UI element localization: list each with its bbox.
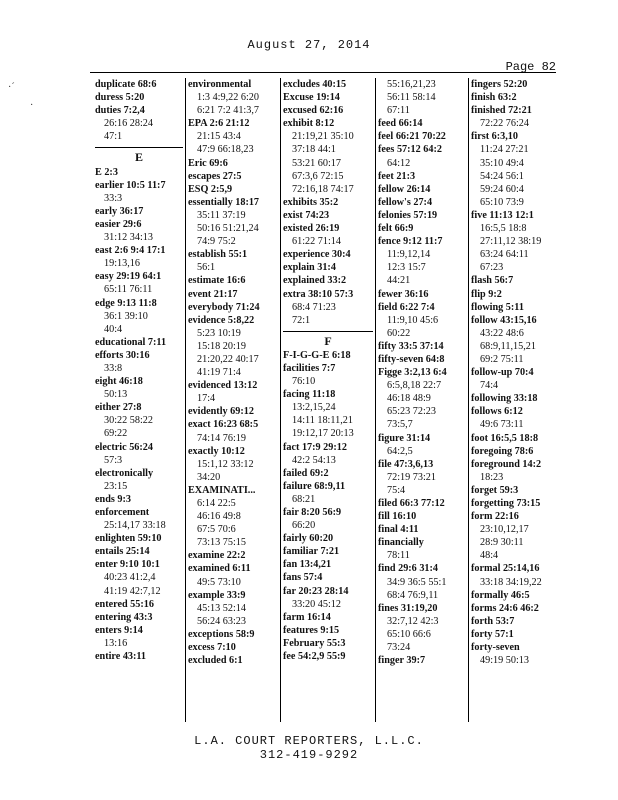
index-entry: eight 46:18 (95, 376, 143, 388)
index-entry-continuation: 61:22 71:14 (292, 236, 341, 248)
index-entry-continuation: 41:19 71:4 (197, 367, 241, 379)
index-entry-continuation: 1:3 4:9,22 6:20 (197, 92, 259, 104)
index-entry: easy 29:19 64:1 (95, 271, 162, 283)
index-entry: flip 9:2 (471, 288, 502, 300)
index-entry: felt 66:9 (378, 223, 414, 235)
index-column-5 (471, 78, 555, 722)
index-entry: fairly 60:20 (283, 533, 334, 545)
index-entry: fan 13:4,21 (283, 559, 332, 571)
index-entry: ends 9:3 (95, 493, 131, 505)
index-entry: features 9:15 (283, 624, 340, 636)
index-entry: felonies 57:19 (378, 209, 438, 221)
index-entry-continuation: 49:6 73:11 (480, 419, 524, 431)
page-number: Page 82 (505, 60, 556, 74)
index-entry-continuation: 5:23 10:19 (197, 327, 241, 339)
index-entry-continuation: 72:16,18 74:17 (292, 183, 354, 195)
index-entry: fence 9:12 11:7 (378, 236, 443, 248)
footer-phone: 312-419-9292 (259, 748, 359, 762)
index-entry-continuation: 47:1 (104, 131, 123, 143)
index-entry: final 4:11 (378, 524, 419, 536)
header-rule (90, 72, 556, 73)
index-entry-continuation: 46:16 49:8 (197, 511, 241, 523)
index-entry: EXAMINATI... (188, 484, 256, 496)
index-entry-continuation: 23:10,12,17 (480, 524, 529, 536)
index-entry-continuation: 33:8 (104, 362, 123, 374)
index-entry: duties 7:2,4 (95, 105, 145, 117)
index-entry-continuation: 18:23 (480, 471, 504, 483)
index-entry: fans 57:4 (283, 572, 323, 584)
index-entry-continuation: 40:23 41:2,4 (104, 572, 156, 584)
index-entry: exist 74:23 (283, 209, 330, 221)
index-entry-continuation: 35:11 37:19 (197, 209, 246, 221)
index-entry-continuation: 76:10 (292, 376, 316, 388)
index-entry-continuation: 34:9 36:5 55:1 (387, 576, 447, 588)
index-entry-continuation: 21:19,21 35:10 (292, 131, 354, 143)
index-entry-continuation: 21:15 43:4 (197, 131, 241, 143)
index-entry: follows 6:12 (471, 406, 523, 418)
index-entry-continuation: 56:11 58:14 (387, 92, 436, 104)
index-entry-continuation: 67:5 70:6 (197, 524, 236, 536)
index-entry: example 33:9 (188, 589, 246, 601)
index-entry-continuation: 15:1,12 33:12 (197, 458, 254, 470)
index-entry: entire 43:11 (95, 651, 147, 663)
index-entry-continuation: 69:22 (104, 428, 128, 440)
index-entry: field 6:22 7:4 (378, 301, 435, 313)
index-entry: fees 57:12 64:2 (378, 144, 442, 156)
index-entry-continuation: 74:9 75:2 (197, 236, 236, 248)
index-entry: finish 63:2 (471, 92, 517, 104)
index-entry-continuation: 63:24 64:11 (480, 249, 529, 261)
index-entry: enter 9:10 10:1 (95, 559, 160, 571)
index-entry: fill 16:10 (378, 511, 417, 523)
index-entry: follow 43:15,16 (471, 314, 537, 326)
index-entry-continuation: 19:12,17 20:13 (292, 428, 354, 440)
index-entry: evidence 5:8,22 (188, 314, 255, 326)
index-entry: explained 33:2 (283, 275, 347, 287)
index-entry: establish 55:1 (188, 249, 248, 261)
index-entry: feed 66:14 (378, 118, 423, 130)
index-entry-continuation: 35:10 49:4 (480, 157, 524, 169)
index-entry-continuation: 32:7,12 42:3 (387, 615, 439, 627)
index-entry-continuation: 78:11 (387, 550, 410, 562)
index-entry: feet 21:3 (378, 170, 416, 182)
index-entry: finished 72:21 (471, 105, 532, 117)
index-entry: Eric 69:6 (188, 157, 228, 169)
index-entry-continuation: 41:19 42:7,12 (104, 585, 161, 597)
index-entry-continuation: 45:13 52:14 (197, 602, 246, 614)
index-entry: efforts 30:16 (95, 349, 150, 361)
index-entry: evidently 69:12 (188, 406, 254, 418)
index-entry-continuation: 72:19 73:21 (387, 471, 436, 483)
index-entry-continuation: 25:14,17 33:18 (104, 520, 166, 532)
index-entry-continuation: 37:18 44:1 (292, 144, 336, 156)
index-entry: essentially 18:17 (188, 196, 260, 208)
index-entry: east 2:6 9:4 17:1 (95, 245, 166, 257)
index-entry-continuation: 16:5,5 18:8 (480, 223, 527, 235)
index-entry-continuation: 19:13,16 (104, 258, 140, 270)
index-entry: enters 9:14 (95, 624, 143, 636)
index-entry: educational 7:11 (95, 336, 167, 348)
index-entry: facilities 7:7 (283, 362, 336, 374)
index-entry-continuation: 67:3,6 72:15 (292, 170, 344, 182)
index-entry-continuation: 11:24 27:21 (480, 144, 529, 156)
index-entry: exactly 10:12 (188, 445, 245, 457)
index-entry: explain 31:4 (283, 262, 336, 274)
index-entry-continuation: 47:9 66:18,23 (197, 144, 254, 156)
index-entry-continuation: 68:4 76:9,11 (387, 589, 439, 601)
column-divider (375, 78, 376, 722)
index-entry: exact 16:23 68:5 (188, 419, 259, 431)
index-entry: farm 16:14 (283, 611, 331, 623)
index-entry: flash 56:7 (471, 275, 514, 287)
index-entry: fair 8:20 56:9 (283, 507, 342, 518)
index-entry: forth 53:7 (471, 615, 515, 627)
index-entry: failed 69:2 (283, 467, 329, 479)
index-entry: February 55:3 (283, 637, 346, 649)
column-divider (468, 78, 469, 722)
index-entry: F-I-G-G-E 6:18 (283, 349, 351, 361)
index-column-3 (283, 78, 373, 722)
column-divider (185, 78, 186, 722)
index-entry-continuation: 26:16 28:24 (104, 118, 153, 130)
index-entry: E 2:3 (95, 166, 118, 178)
index-entry: fewer 36:16 (378, 288, 429, 300)
index-entry: familiar 7:21 (283, 546, 340, 558)
index-entry: excludes 40:15 (283, 79, 347, 90)
index-entry: far 20:23 28:14 (283, 585, 349, 597)
index-entry: exhibit 8:12 (283, 118, 335, 130)
index-entry: ESQ 2:5,9 (188, 183, 233, 195)
index-entry-continuation: 73:13 75:15 (197, 537, 246, 549)
index-entry: finger 39:7 (378, 655, 426, 667)
index-entry: find 29:6 31:4 (378, 563, 438, 575)
index-entry-continuation: 46:18 48:9 (387, 393, 431, 405)
index-entry-continuation: 6:21 7:2 41:3,7 (197, 105, 259, 117)
scan-speck: ·´ (8, 82, 15, 93)
index-entry-continuation: 11:9,12,14 (387, 249, 431, 261)
index-entry-continuation: 33:3 (104, 192, 123, 204)
index-entry: fifty-seven 64:8 (378, 353, 445, 365)
index-entry: fifty 33:5 37:14 (378, 340, 444, 352)
index-entry: fellow's 27:4 (378, 196, 433, 208)
index-entry: existed 26:19 (283, 223, 340, 235)
index-entry-continuation: 75:4 (387, 484, 406, 496)
index-entry: either 27:8 (95, 402, 142, 414)
index-column-4 (378, 78, 466, 722)
index-entry-continuation: 73:24 (387, 642, 411, 654)
index-entry: forget 59:3 (471, 484, 519, 496)
index-entry-continuation: 56:24 63:23 (197, 615, 246, 627)
index-entry: foot 16:5,5 18:8 (471, 432, 539, 444)
index-entry-continuation: 67:23 (480, 262, 504, 274)
index-entry-continuation: 23:15 (104, 480, 128, 492)
index-columns (90, 78, 556, 722)
index-entry: financially (378, 537, 424, 549)
index-entry-continuation: 65:10 66:6 (387, 628, 431, 640)
index-entry: excluded 6:1 (188, 655, 243, 667)
index-entry: evidenced 13:12 (188, 380, 258, 392)
index-entry-continuation: 66:20 (292, 520, 316, 532)
index-entry: foregoing 78:6 (471, 445, 534, 457)
index-entry-continuation: 33:18 34:19,22 (480, 576, 542, 588)
index-entry: everybody 71:24 (188, 301, 260, 313)
index-entry-continuation: 54:24 56:1 (480, 170, 524, 182)
index-entry-continuation: 55:16,21,23 (387, 79, 436, 90)
index-entry-continuation: 64:12 (387, 157, 411, 169)
index-entry: extra 38:10 57:3 (283, 288, 354, 300)
index-column-2 (188, 78, 278, 722)
index-entry-continuation: 73:5,7 (387, 419, 413, 431)
index-entry: event 21:17 (188, 288, 238, 300)
index-entry: early 36:17 (95, 205, 144, 217)
index-entry-continuation: 13:16 (104, 637, 128, 649)
index-entry: escapes 27:5 (188, 170, 242, 182)
index-entry-continuation: 56:1 (197, 262, 216, 274)
index-entry-continuation: 65:11 76:11 (104, 284, 153, 296)
index-entry: estimate 16:6 (188, 275, 246, 287)
scan-speck: · (30, 100, 34, 111)
index-column-1 (95, 78, 183, 722)
index-entry-continuation: 42:2 54:13 (292, 454, 336, 466)
index-entry: fines 31:19,20 (378, 602, 438, 614)
index-entry-continuation: 67:11 (387, 105, 410, 117)
index-entry-continuation: 64:2,5 (387, 445, 413, 457)
index-entry: file 47:3,6,13 (378, 458, 434, 470)
index-entry: experience 30:4 (283, 249, 351, 261)
index-entry: first 6:3,10 (471, 131, 518, 143)
index-entry: examine 22:2 (188, 550, 246, 562)
index-entry: easier 29:6 (95, 218, 142, 230)
index-entry: Excuse 19:14 (283, 92, 340, 104)
index-entry-continuation: 40:4 (104, 323, 123, 335)
index-entry: excused 62:16 (283, 105, 344, 117)
index-entry-continuation: 57:3 (104, 454, 123, 466)
index-entry-continuation: 36:1 39:10 (104, 310, 148, 322)
index-entry-continuation: 14:11 18:11,21 (292, 415, 353, 427)
index-entry: forty 57:1 (471, 628, 514, 640)
index-entry: enforcement (95, 507, 150, 518)
index-entry: facing 11:18 (283, 389, 336, 401)
index-entry-continuation: 74:4 (480, 380, 499, 392)
index-entry: edge 9:13 11:8 (95, 297, 157, 309)
index-entry-continuation: 6:14 22:5 (197, 498, 236, 509)
index-entry: enlighten 59:10 (95, 533, 162, 545)
index-entry-continuation: 49:19 50:13 (480, 655, 529, 667)
index-entry-continuation: 43:22 48:6 (480, 327, 524, 339)
index-entry-continuation: 72:22 76:24 (480, 118, 529, 130)
index-entry: examined 6:11 (188, 563, 251, 575)
index-entry: form 22:16 (471, 511, 519, 523)
index-entry-continuation: 65:23 72:23 (387, 406, 436, 418)
index-entry-continuation: 74:14 76:19 (197, 432, 246, 444)
index-entry: EPA 2:6 21:12 (188, 118, 250, 130)
transcript-date: August 27, 2014 (247, 38, 371, 52)
index-entry-continuation: 69:2 75:11 (480, 353, 524, 365)
index-entry-continuation: 44:21 (387, 275, 411, 287)
index-entry: duress 5:20 (95, 92, 145, 104)
index-entry-continuation: 33:20 45:12 (292, 598, 341, 610)
index-entry: excess 7:10 (188, 642, 236, 654)
index-entry: entering 43:3 (95, 611, 153, 623)
column-divider (280, 78, 281, 722)
footer-company: L.A. COURT REPORTERS, L.L.C. (194, 734, 424, 748)
index-entry-continuation: 68:21 (292, 493, 316, 505)
index-entry-continuation: 68:9,11,15,21 (480, 340, 536, 352)
index-entry-continuation: 17:4 (197, 393, 216, 405)
index-entry: electric 56:24 (95, 441, 153, 453)
index-entry-continuation: 50:13 (104, 389, 128, 401)
index-entry: flowing 5:11 (471, 301, 524, 313)
index-entry-continuation: 15:18 20:19 (197, 340, 246, 352)
index-entry: five 11:13 12:1 (471, 209, 534, 221)
index-entry-continuation: 28:9 30:11 (480, 537, 524, 549)
index-entry-continuation: 48:4 (480, 550, 499, 562)
index-entry: fellow 26:14 (378, 183, 431, 195)
index-entry: forty-seven (471, 642, 520, 654)
index-entry: formal 25:14,16 (471, 563, 540, 575)
index-entry-continuation: 65:10 73:9 (480, 196, 524, 208)
index-entry: feel 66:21 70:22 (378, 131, 446, 143)
index-entry: exceptions 58:9 (188, 628, 255, 640)
index-entry: fee 54:2,9 55:9 (283, 651, 346, 663)
index-entry: electronically (95, 467, 154, 479)
index-entry: following 33:18 (471, 393, 538, 405)
index-entry: follow-up 70:4 (471, 367, 534, 379)
index-entry-continuation: 27:11,12 38:19 (480, 236, 542, 248)
index-entry: failure 68:9,11 (283, 480, 346, 492)
index-entry-continuation: 68:4 71:23 (292, 301, 336, 313)
index-entry-continuation: 21:20,22 40:17 (197, 353, 259, 365)
index-entry-continuation: 49:5 73:10 (197, 576, 241, 588)
index-entry: duplicate 68:6 (95, 79, 157, 90)
index-entry: Figge 3:2,13 6:4 (378, 367, 447, 379)
index-entry-continuation: 13:2,15,24 (292, 402, 336, 414)
index-entry: filed 66:3 77:12 (378, 498, 445, 509)
index-entry: earlier 10:5 11:7 (95, 179, 166, 191)
index-entry-continuation: 31:12 34:13 (104, 232, 153, 244)
index-entry-continuation: 72:1 (292, 314, 311, 326)
index-entry: entered 55:16 (95, 598, 154, 610)
index-entry: entails 25:14 (95, 546, 150, 558)
index-entry-continuation: 6:5,8,18 22:7 (387, 380, 442, 392)
index-entry: exhibits 35:2 (283, 196, 339, 208)
index-entry: environmental (188, 79, 252, 90)
section-letter-heading: F (283, 331, 373, 348)
index-entry-continuation: 50:16 51:21,24 (197, 223, 259, 235)
index-entry: formally 46:5 (471, 589, 530, 601)
index-entry: forms 24:6 46:2 (471, 602, 539, 614)
index-entry-continuation: 34:20 (197, 471, 221, 483)
section-letter-heading: E (95, 147, 183, 164)
index-entry-continuation: 60:22 (387, 327, 411, 339)
index-entry-continuation: 59:24 60:4 (480, 183, 524, 195)
index-entry-continuation: 11:9,10 45:6 (387, 314, 439, 326)
index-entry: fingers 52:20 (471, 79, 528, 90)
index-entry-continuation: 53:21 60:17 (292, 157, 341, 169)
index-entry: forgetting 73:15 (471, 498, 541, 509)
index-entry: foreground 14:2 (471, 458, 542, 470)
index-entry-continuation: 30:22 58:22 (104, 415, 153, 427)
index-entry: fact 17:9 29:12 (283, 441, 347, 453)
index-entry: figure 31:14 (378, 432, 431, 444)
index-entry-continuation: 12:3 15:7 (387, 262, 426, 274)
